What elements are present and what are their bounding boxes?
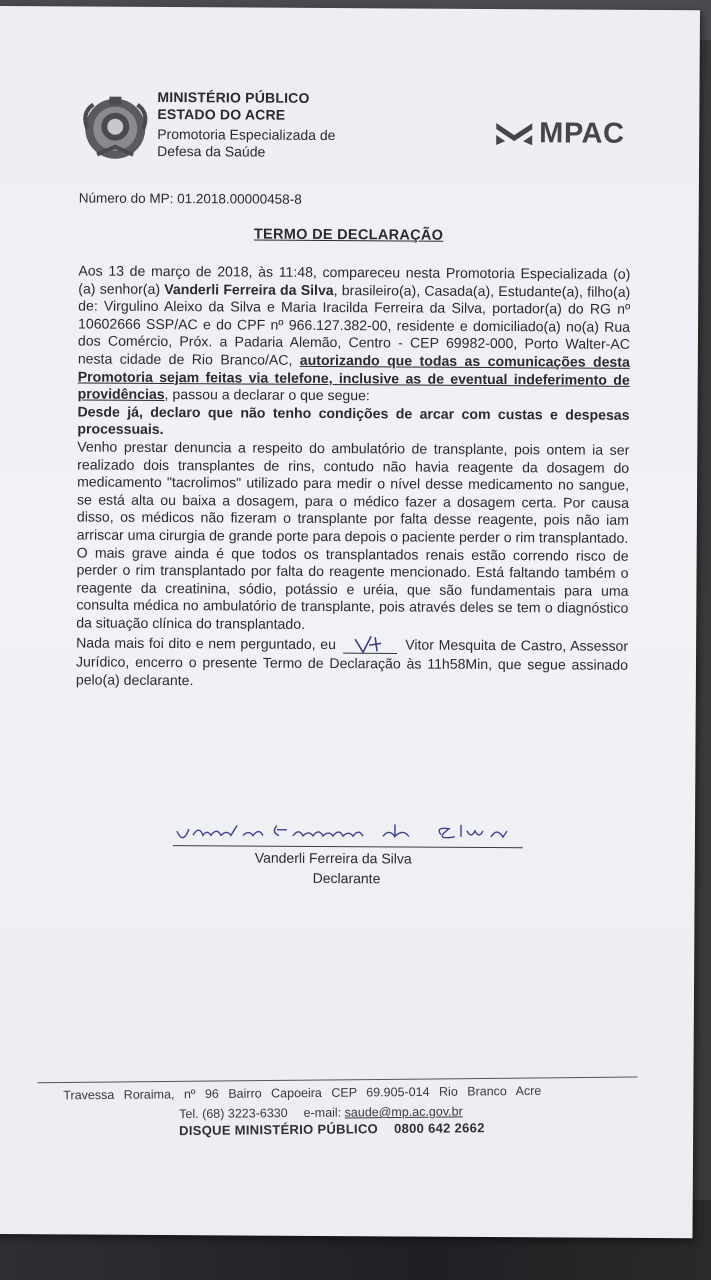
header-organization [157, 89, 417, 162]
document-title-wrap [0, 224, 699, 246]
footer-divider [37, 1076, 637, 1083]
document-page [0, 6, 700, 1238]
p5-text-b: Vitor Mesquita de Castro, Assessor Jurídico, encerro o presente Termo de Declaração às 11h58Min, que segue assinado pelo(a) declarante. [75, 636, 629, 689]
hotline-number: 0800 642 2662 [393, 1120, 485, 1137]
mpac-mark-icon [493, 119, 535, 147]
signer-name: Vanderli Ferreira da Silva [254, 849, 412, 867]
authorization-clause: autorizando que todas as comunicações desta Promotoria sejam feitas via telefone, inclusive as de eventual indeferimento de providências [77, 351, 630, 403]
signer-role: Declarante [312, 869, 381, 887]
paragraph-complaint: Venho prestar denuncia a respeito do ambulatório de transplante, pois ontem ia ser realizado dois transplantes de rins, contudo não havia reagente da dosagem do medicamento "tacrolimos" utilizado para medir o nível desse medicamento no sangue, se está alta ou baixa a dosagem, para o médico fazer a dosagem certa. Por causa disso, os médicos não fizeram o transplante por falta desse reagente, pois não iam arriscar uma cirurgia de grande porte para depois o paciente perder o rim transplantado. [76, 438, 630, 546]
org-name-line2: ESTADO DO ACRE [157, 105, 286, 123]
paragraph-closing [76, 632, 628, 693]
footer-contact [179, 1104, 463, 1121]
declarant-name: Vanderli Ferreira da Silva [164, 280, 334, 298]
declarant-signature-icon [173, 817, 523, 849]
footer-email-label: e-mail: [303, 1105, 342, 1120]
footer-hotline [179, 1120, 485, 1138]
declaration-body [76, 262, 631, 692]
p5-text-a: Nada mais foi dito e nem perguntado, eu [76, 634, 341, 653]
footer-email[interactable]: saude@mp.ac.gov.br [344, 1104, 463, 1120]
p1-text-c: , passou a declarar o que segue: [164, 386, 370, 404]
p1-text-b: , brasileiro(a), Casada(a), Estudante(a), filho(a) de: Virgulino Aleixo da Silva e Maria Iracilda Ferreira da Silva, portador(a) do RG nº 10602666 SSP/AC e do CPF nº 966.127.382-00, residente e domiciliado(a) no(a) Rua dos Comércio, Próx. a Padaria Alemão, Centro - CEP 69982-000, Porto Walter-AC nesta cidade de Rio Branco/AC, [77, 281, 631, 368]
footer-phone: Tel. (68) 3223-6330 [179, 1106, 288, 1122]
mpac-logo [493, 115, 653, 152]
footer-address: Travessa Roraima, nº 96 Bairro Capoeira CEP 69.905-014 Rio Branco Acre [63, 1083, 542, 1103]
department-line2: Defesa da Saúde [157, 142, 266, 160]
rubric-signature-icon [341, 634, 401, 656]
paragraph-severity: O mais grave ainda é que todos os transplantados renais estão correndo risco de perder o rim transplantado por falta do reagente mencionado. Está faltando também o reagente da creatinina, sódio, potássio e uréia, que são fundamentais para uma consulta médica no ambulatório de transplante, pois através deles se tem o diagnóstico da situação clínica do transplantado. [76, 543, 629, 632]
document-title: TERMO DE DECLARAÇÃO [253, 226, 444, 244]
hotline-label: DISQUE MINISTÉRIO PÚBLICO [179, 1121, 379, 1139]
department-line1: Promotoria Especializada de [157, 125, 336, 144]
mpac-logo-text: MPAC [539, 116, 625, 150]
mp-number: Número do MP: 01.2018.00000458-8 [78, 190, 302, 207]
paragraph-identification [78, 262, 631, 406]
org-name-line1: MINISTÉRIO PÚBLICO [157, 88, 310, 106]
p1-text-a: Aos 13 de março de 2018, às 11:48, compareceu nesta Promotoria Especializada (o) (a) senhor(a) [78, 262, 631, 297]
state-seal-icon [79, 92, 151, 164]
paragraph-costs: Desde já, declaro que não tenho condições de arcar com custas e despesas processuais. [77, 403, 630, 438]
